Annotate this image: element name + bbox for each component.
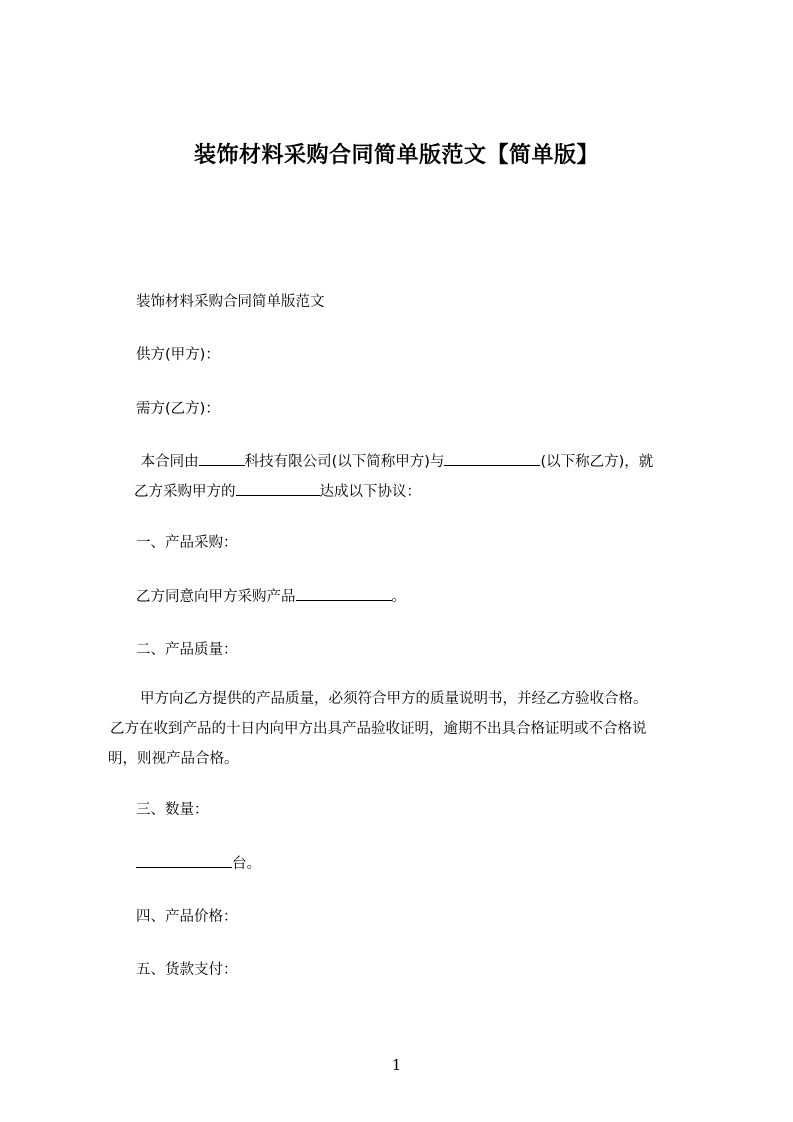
document-subtitle: 装饰材料采购合同简单版范文 <box>136 294 325 310</box>
product-blank <box>236 480 320 496</box>
intro-paragraph <box>136 447 716 507</box>
section2-heading: 二、产品质量： <box>136 642 238 658</box>
section2-line-1: 甲方向乙方提供的产品质量，必须符合甲方的质量说明书，并经乙方验收合格。 <box>140 691 648 707</box>
document-title: 装饰材料采购合同简单版范文【简单版】 <box>193 143 599 168</box>
intro-text-2: 科技有限公司(以下简称甲方)与 <box>244 454 445 470</box>
section1-heading: 一、产品采购： <box>136 535 238 551</box>
section1-text-b: 。 <box>391 589 406 605</box>
section3-text <box>136 849 711 879</box>
page-number: 1 <box>391 1056 402 1074</box>
supplier-label: 供方(甲方)： <box>136 347 220 363</box>
intro-text-5: 达成以下协议： <box>319 484 421 500</box>
section2-line-2: 乙方在收到产品的十日内向甲方出具产品验收证明，逾期不出具合格证明或不合格说 <box>110 721 647 737</box>
intro-text-3: (以下称乙方)，就 <box>540 454 654 470</box>
intro-line-1 <box>136 447 716 477</box>
buyer-name-blank <box>444 450 540 466</box>
buyer-label: 需方(乙方)： <box>136 401 220 417</box>
intro-line-2 <box>134 477 716 507</box>
section5-heading: 五、货款支付： <box>136 962 238 978</box>
section3-unit: 台。 <box>232 856 261 872</box>
intro-text-4: 乙方采购甲方的 <box>134 484 236 500</box>
company-blank <box>199 450 245 466</box>
quantity-blank <box>136 852 232 868</box>
section2-line-3: 明，则视产品合格。 <box>108 751 239 767</box>
section4-heading: 四、产品价格： <box>136 909 238 925</box>
section1-text-a: 乙方同意向甲方采购产品 <box>136 589 296 605</box>
purchase-product-blank <box>296 585 392 601</box>
section2-paragraph <box>108 684 708 774</box>
intro-text-1: 本合同由 <box>140 454 199 470</box>
section1-text <box>136 582 711 612</box>
section3-heading: 三、数量： <box>136 802 209 818</box>
